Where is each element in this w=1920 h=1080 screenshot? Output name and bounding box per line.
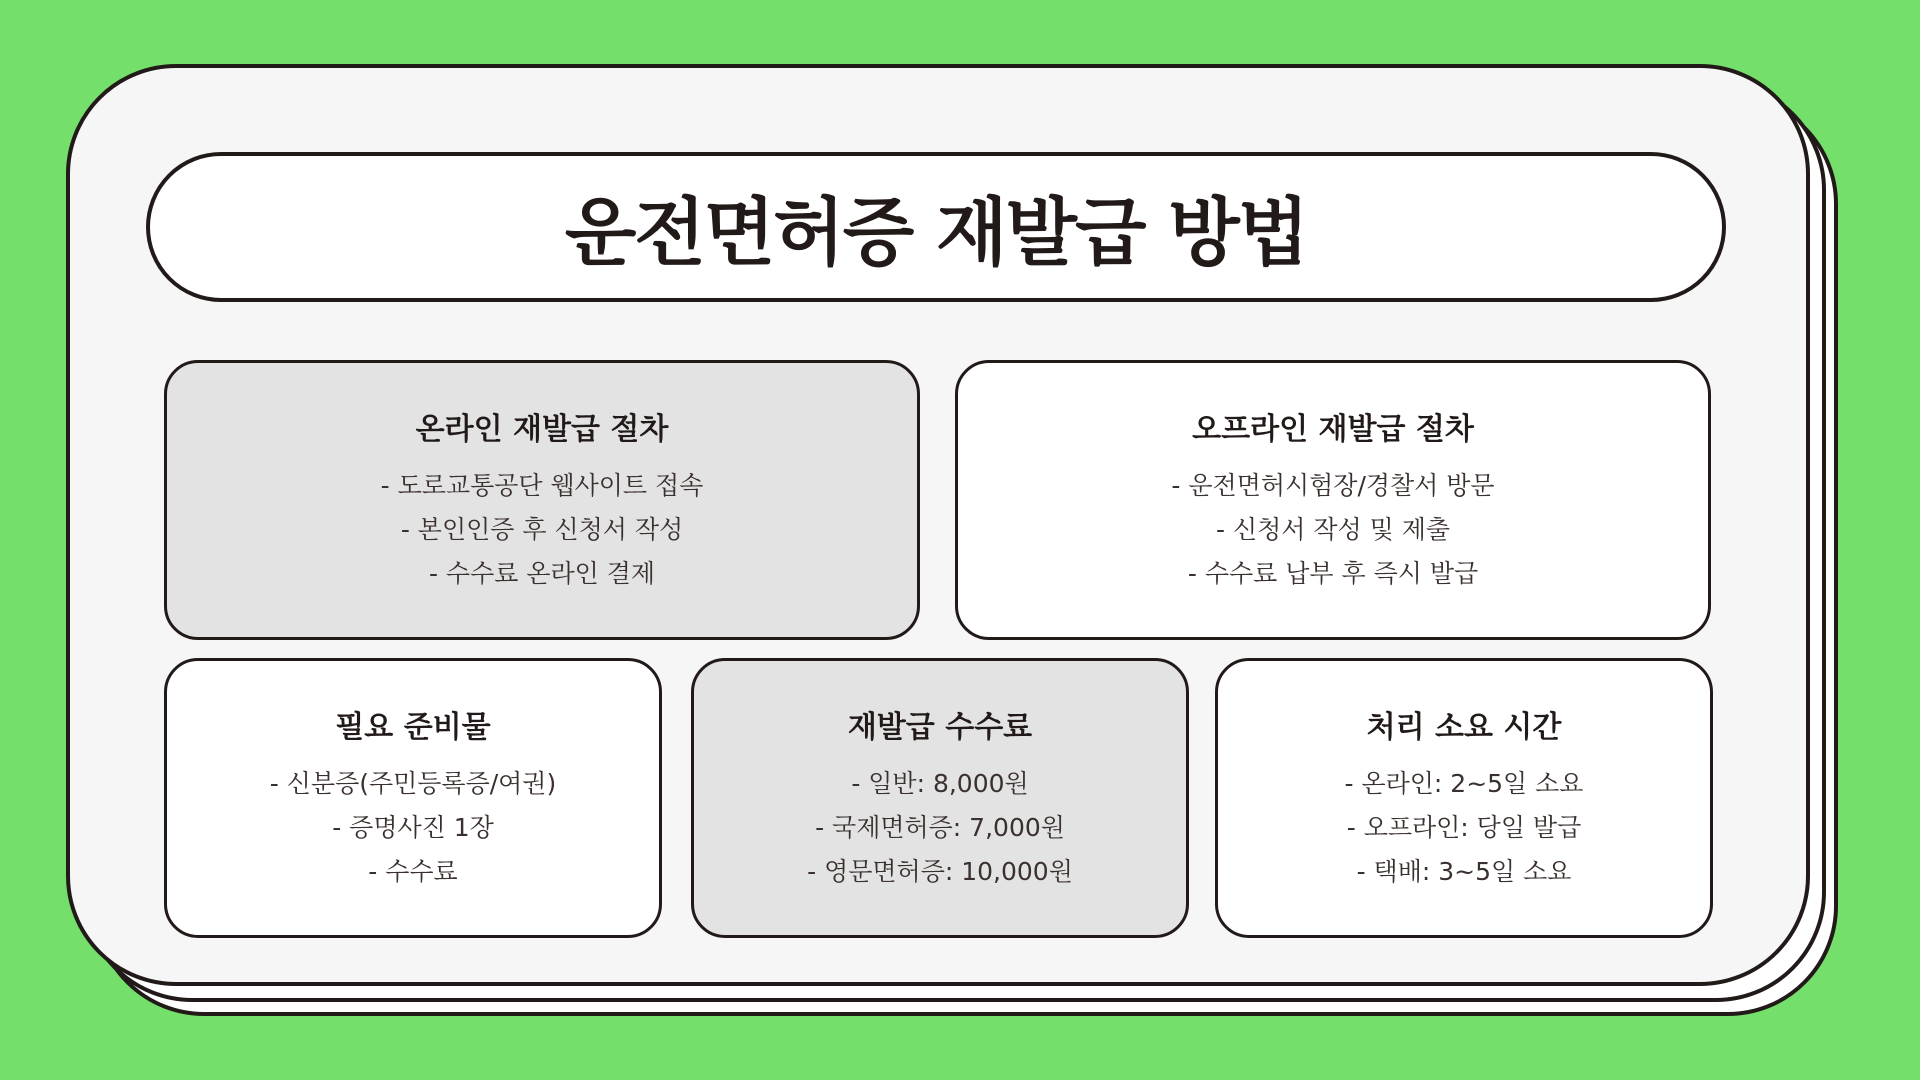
online-procedure-card [164, 360, 920, 640]
card-title: 처리 소요 시간 [1366, 710, 1562, 745]
card-list [1171, 464, 1494, 596]
list-item: - 신청서 작성 및 제출 [1215, 515, 1450, 544]
list-item: - 국제면허증: 7,000원 [815, 813, 1065, 842]
title-banner [146, 152, 1726, 302]
list-item: - 수수료 온라인 결제 [428, 559, 656, 588]
card-title: 온라인 재발급 절차 [415, 412, 669, 447]
reissue-fee-card [691, 658, 1189, 938]
card-list [270, 762, 556, 894]
list-item: - 오프라인: 당일 발급 [1346, 813, 1582, 842]
list-item: - 영문면허증: 10,000원 [807, 857, 1073, 886]
card-title: 오프라인 재발급 절차 [1192, 412, 1474, 447]
list-item: - 도로교통공단 웹사이트 접속 [380, 471, 704, 500]
list-item: - 운전면허시험장/경찰서 방문 [1171, 471, 1495, 500]
processing-time-card [1215, 658, 1713, 938]
list-item: - 온라인: 2~5일 소요 [1344, 769, 1584, 798]
page-title: 운전면허증 재발급 방법 [564, 190, 1308, 276]
required-items-card [164, 658, 662, 938]
offline-procedure-card [955, 360, 1711, 640]
list-item: - 택배: 3~5일 소요 [1356, 857, 1572, 886]
card-title: 필요 준비물 [335, 710, 491, 745]
card-title: 재발급 수수료 [847, 710, 1033, 745]
list-item: - 증명사진 1장 [332, 813, 494, 842]
list-item: - 수수료 [368, 857, 458, 886]
list-item: - 신분증(주민등록증/여권) [269, 769, 557, 798]
card-list [807, 762, 1073, 894]
list-item: - 본인인증 후 신청서 작성 [400, 515, 684, 544]
list-item: - 수수료 납부 후 즉시 발급 [1187, 559, 1479, 588]
card-list [381, 464, 704, 596]
list-item: - 일반: 8,000원 [851, 769, 1029, 798]
card-list [1345, 762, 1584, 894]
